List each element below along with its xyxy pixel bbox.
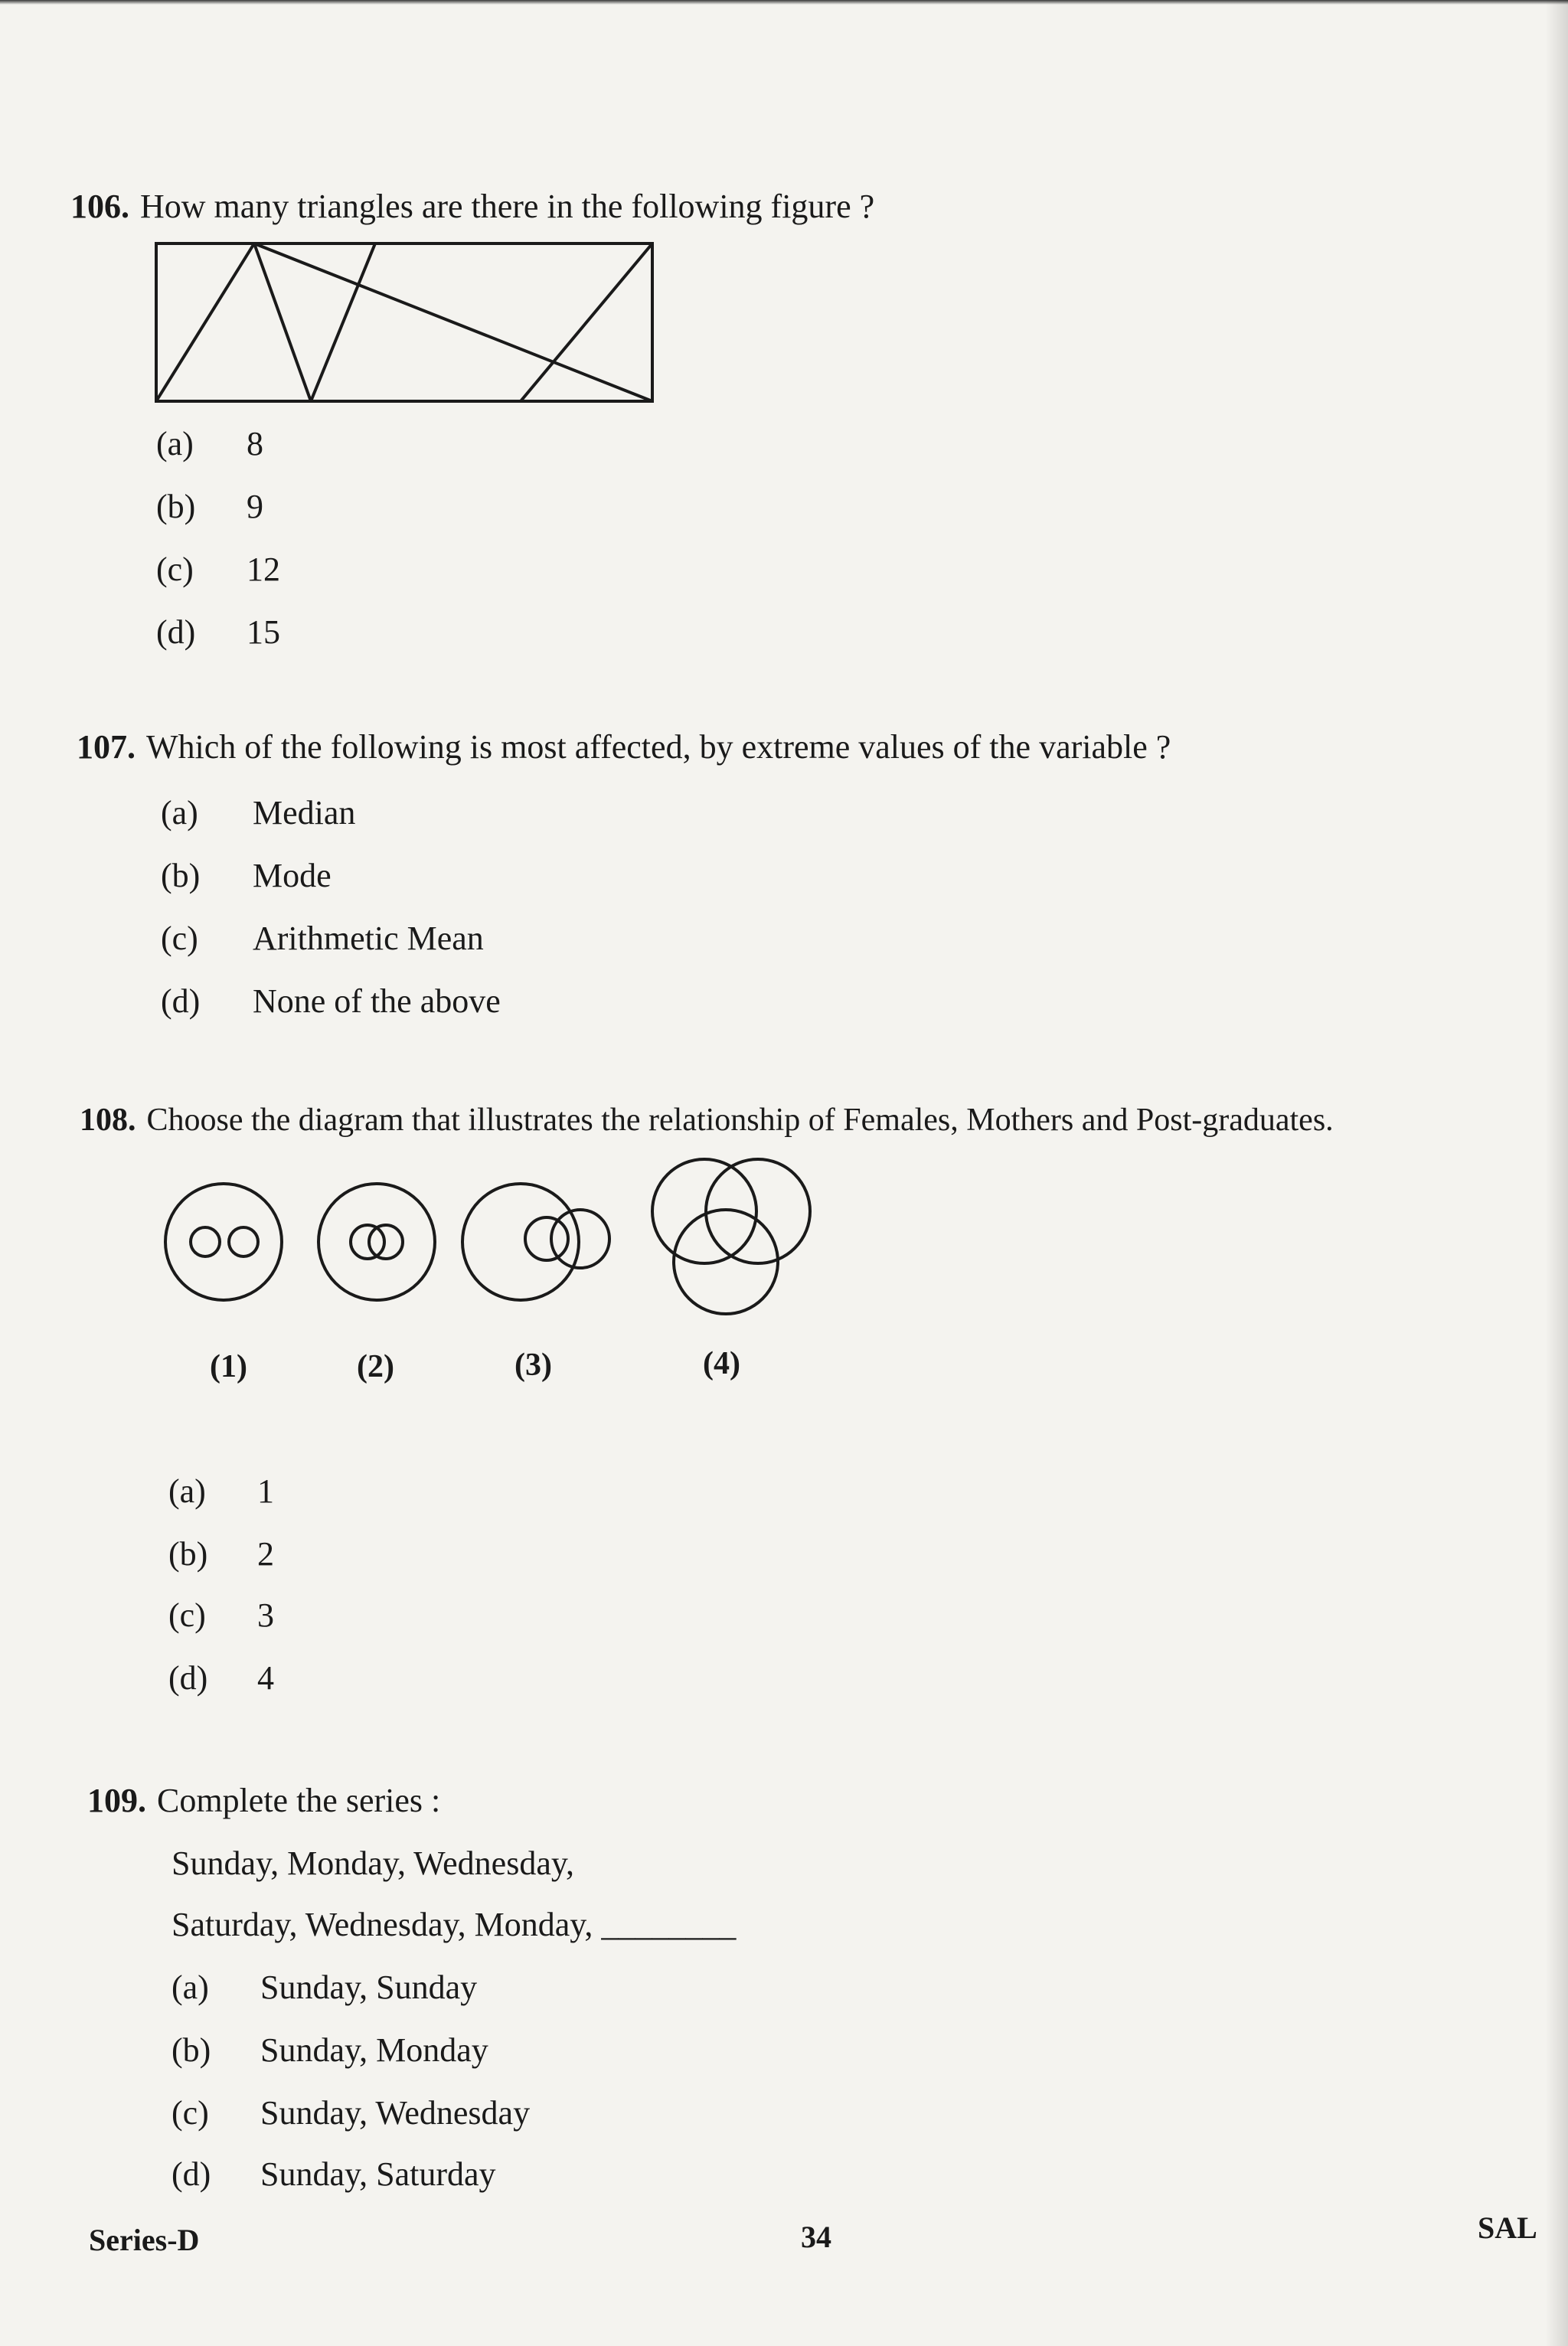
option-key: (d) — [168, 1659, 208, 1697]
option-key: (b) — [172, 2031, 211, 2069]
question-109-stem — [87, 1784, 440, 1818]
diagram-3-overlap-circle — [551, 1210, 609, 1268]
footer-series: Series-D — [89, 2223, 200, 2257]
question-text: Choose the diagram that illustrates the relationship of Females, Mothers and Post-graduates. — [146, 1103, 1334, 1138]
diagram-3-inner-circle — [525, 1217, 568, 1260]
option-108-d[interactable] — [168, 1661, 274, 1695]
question-text: Complete the series : — [157, 1782, 441, 1819]
question-text: How many triangles are there in the following figure ? — [140, 188, 875, 225]
diagram-label-1: (1) — [210, 1349, 247, 1384]
footer-page-number: 34 — [801, 2220, 831, 2254]
question-109 — [87, 1784, 440, 1818]
page-top-edge — [0, 0, 1568, 5]
option-108-c[interactable] — [168, 1596, 274, 1634]
option-key: (c) — [161, 920, 198, 957]
question-106 — [70, 190, 874, 224]
option-key: (a) — [172, 1969, 209, 2006]
option-109-a[interactable] — [172, 1971, 477, 2005]
option-value: Sunday, Monday — [260, 2031, 488, 2069]
option-key: (b) — [168, 1535, 208, 1573]
footer-code: SAL — [1478, 2210, 1537, 2245]
option-value: 4 — [257, 1659, 274, 1697]
option-value: 1 — [257, 1472, 274, 1510]
option-key: (a) — [156, 425, 194, 462]
question-106-stem — [70, 190, 874, 224]
diagram-1-inner-left-circle — [191, 1227, 220, 1256]
option-value: 3 — [257, 1596, 274, 1634]
diagram-label-3: (3) — [514, 1348, 552, 1383]
option-106-c[interactable] — [156, 553, 280, 586]
option-key: (c) — [156, 551, 194, 588]
option-key: (d) — [172, 2155, 211, 2193]
option-key: (d) — [156, 613, 196, 651]
question-number: 109. — [87, 1782, 146, 1819]
option-107-c[interactable] — [161, 922, 484, 956]
question-107 — [77, 730, 1171, 764]
option-value: Sunday, Wednesday — [260, 2094, 531, 2132]
venn-diagrams — [153, 1148, 827, 1325]
diagram-label-4: (4) — [703, 1346, 740, 1381]
diagram-2-outer-circle — [318, 1184, 435, 1300]
diagram-1-outer-circle — [165, 1184, 282, 1300]
option-value: 15 — [247, 613, 280, 651]
series-line-2: Saturday, Wednesday, Monday, ________ — [172, 1906, 737, 1943]
series-line-1: Sunday, Monday, Wednesday, — [172, 1844, 575, 1882]
option-109-d[interactable] — [172, 2155, 496, 2193]
rectangle-outline — [156, 243, 652, 401]
option-key: (b) — [161, 857, 201, 894]
venn-diagrams-svg — [153, 1148, 827, 1325]
option-value: Median — [253, 794, 356, 832]
triangles-figure — [153, 239, 666, 406]
long-diagonal-line — [254, 243, 652, 401]
option-108-b[interactable] — [168, 1537, 274, 1571]
option-value: 8 — [247, 425, 263, 462]
option-key: (a) — [168, 1472, 206, 1510]
page-right-shadow — [1545, 0, 1568, 2346]
option-109-b[interactable] — [172, 2031, 488, 2069]
question-108-stem — [80, 1104, 1334, 1136]
option-109-c[interactable] — [172, 2096, 530, 2130]
inner-triangle-right-line — [311, 243, 375, 401]
option-107-a[interactable] — [161, 796, 355, 830]
option-106-b[interactable] — [156, 490, 263, 524]
option-value: Sunday, Saturday — [260, 2155, 496, 2193]
option-108-a[interactable] — [168, 1472, 274, 1510]
question-107-stem — [77, 730, 1171, 764]
option-key: (c) — [168, 1596, 206, 1634]
question-number: 106. — [70, 188, 129, 225]
question-number: 107. — [77, 728, 136, 766]
option-key: (c) — [172, 2094, 209, 2132]
diagram-1-inner-right-circle — [229, 1227, 258, 1256]
option-106-d[interactable] — [156, 613, 280, 651]
option-value: Mode — [253, 857, 332, 894]
option-value: Arithmetic Mean — [253, 920, 484, 957]
option-value: 9 — [247, 488, 263, 525]
diagram-3-outer-circle — [462, 1184, 579, 1300]
option-value: Sunday, Sunday — [260, 1969, 478, 2006]
right-diagonal-line — [521, 243, 652, 401]
left-diagonal-line — [156, 243, 254, 401]
option-106-a[interactable] — [156, 427, 263, 461]
option-key: (b) — [156, 488, 196, 525]
question-108 — [80, 1104, 1334, 1136]
option-key: (d) — [161, 982, 201, 1020]
inner-triangle-left-line — [254, 243, 311, 401]
option-value: 2 — [257, 1535, 274, 1573]
option-107-b[interactable] — [161, 859, 332, 893]
question-number: 108. — [80, 1103, 136, 1138]
option-key: (a) — [161, 794, 198, 832]
diagram-label-2: (2) — [357, 1349, 394, 1384]
option-value: None of the above — [253, 982, 501, 1020]
question-text: Which of the following is most affected, by extreme values of the variable ? — [146, 728, 1171, 766]
option-107-d[interactable] — [161, 982, 501, 1020]
triangles-figure-svg — [153, 239, 666, 406]
option-value: 12 — [247, 551, 280, 588]
